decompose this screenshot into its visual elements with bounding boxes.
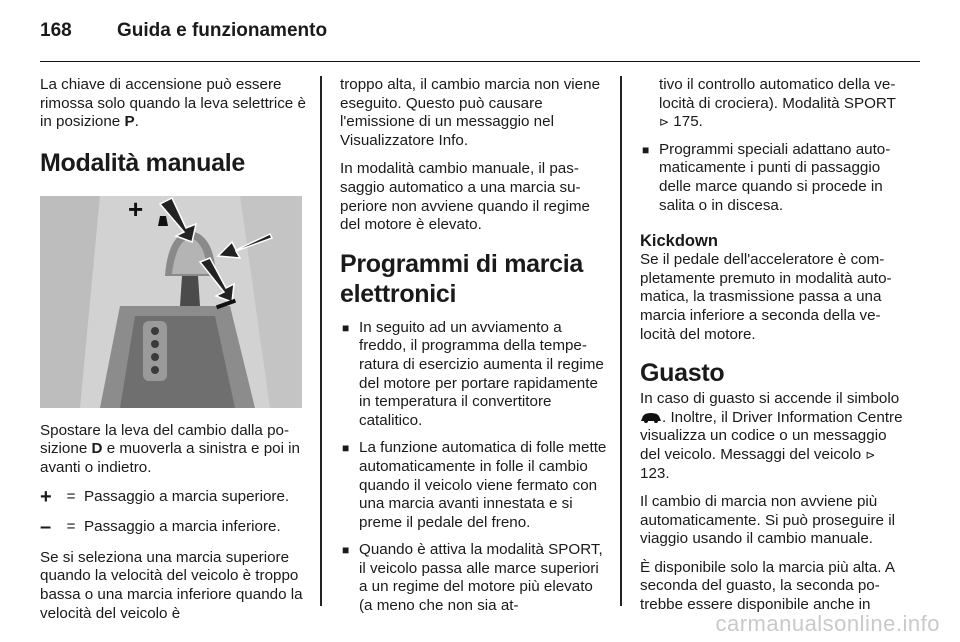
svg-text:+: +: [128, 195, 144, 224]
list-item: ■ Quando è attiva la modalità SPORT, il veicolo passa alle marce superiori a un regime del motore più elevato (a meno che non sia at-: [342, 541, 603, 615]
upshift-row: [40, 485, 308, 508]
column-divider: [320, 76, 322, 606]
equals-sign: =: [66, 487, 76, 505]
column-divider: [620, 76, 622, 606]
section-title-manual-mode: Modalità manuale: [40, 148, 245, 177]
plus-icon: +: [40, 485, 52, 508]
minus-icon: –: [40, 516, 52, 539]
paragraph-continued: troppo alta, il cambio marcia non viene eseguito. Questo può causare l'emissione di un messaggio nel Visualizzatore Info.: [340, 76, 601, 149]
paragraph-kickdown: Se il pedale dell'acceleratore è completamente premuto in modalità automatica, la trasmissione passa a una marcia inferiore a seconda della velocità del motore.: [640, 251, 892, 343]
bullet-icon: ■: [342, 543, 350, 558]
paragraph-manual-mode: In modalità cambio manuale, il passaggio automatico a una marcia superiore non avviene quando il regime del motore è elevato.: [340, 160, 590, 234]
page-reference[interactable]: 175.: [673, 113, 703, 131]
column-2: [340, 76, 608, 625]
list-item: ■ Programmi speciali adattano automaticamente i punti di passaggio delle marce quando si procede in salita o in discesa.: [642, 140, 891, 214]
column-1: [40, 76, 308, 633]
car-fault-icon: [640, 412, 662, 423]
paragraph-fault-3: È disponibile solo la marcia più alta. A seconda del guasto, la seconda potrebbe essere disponibile anche in: [640, 558, 895, 614]
reference-arrow-icon: ⊳: [659, 115, 670, 130]
column-3: [640, 76, 908, 625]
intro-paragraph: La chiave di accensione può essere rimossa solo quando la leva selettrice è in posizione P.: [40, 76, 306, 131]
downshift-label: Passaggio a marcia inferiore.: [84, 518, 281, 536]
page-number: 168: [40, 20, 72, 41]
programs-list-continued: [640, 76, 908, 215]
shift-instructions: Spostare la leva del cambio dalla posizione D e muoverla a sinistra e poi in avanti o indietro.: [40, 421, 301, 476]
page-header: [40, 18, 920, 62]
list-item: ■ La funzione automatica di folle mette automaticamente in folle il cambio quando il veicolo viene fermato con una marcia avanti innestata e si preme il pedale del freno.: [342, 439, 607, 531]
paragraph-fault: In caso di guasto si accende il simbolo . Inoltre, il Driver Information Centre visualizza un codice o un messaggio del veicolo. Messaggi del veicolo ⊳ 123.: [640, 390, 903, 482]
chapter-title: Guida e funzionamento: [117, 20, 328, 41]
programs-list: [340, 319, 608, 616]
equals-sign: =: [66, 518, 76, 536]
bullet-icon: ■: [342, 441, 350, 456]
bullet-icon: ■: [642, 142, 650, 157]
upshift-label: Passaggio a marcia superiore.: [84, 487, 290, 505]
downshift-row: [40, 518, 308, 537]
gear-lever-illustration: [40, 196, 302, 408]
paragraph-fault-2: Il cambio di marcia non avviene più automaticamente. Si può proseguire il viaggio usando il cambio manuale.: [640, 493, 895, 548]
paragraph-gear-selection: Se si seleziona una marcia superiore quando la velocità del veicolo è troppo bassa o una marcia inferiore quando la velocità del veicolo è: [40, 548, 303, 622]
reference-arrow-icon: ⊳: [865, 447, 876, 462]
list-item: ■ In seguito ad un avviamento a freddo, il programma della temperatura di esercizio aumenta il regime del motore per portare rapidamente in temperatura il convertitore catalitico.: [342, 318, 604, 429]
section-title-kickdown: Kickdown: [640, 232, 718, 251]
watermark-text: carmanualsonline.info: [715, 611, 940, 636]
list-item: tivo il controllo automatico della velocità di crociera). Modalità SPORT ⊳ 175.: [659, 76, 896, 131]
bullet-icon: ■: [342, 320, 350, 335]
section-title-fault: Guasto: [640, 359, 725, 388]
gear-lever-photo: [40, 196, 302, 408]
section-title-electronic-programs: Programmi di marcia elettronici: [340, 249, 584, 308]
page-reference[interactable]: 123.: [640, 464, 670, 482]
